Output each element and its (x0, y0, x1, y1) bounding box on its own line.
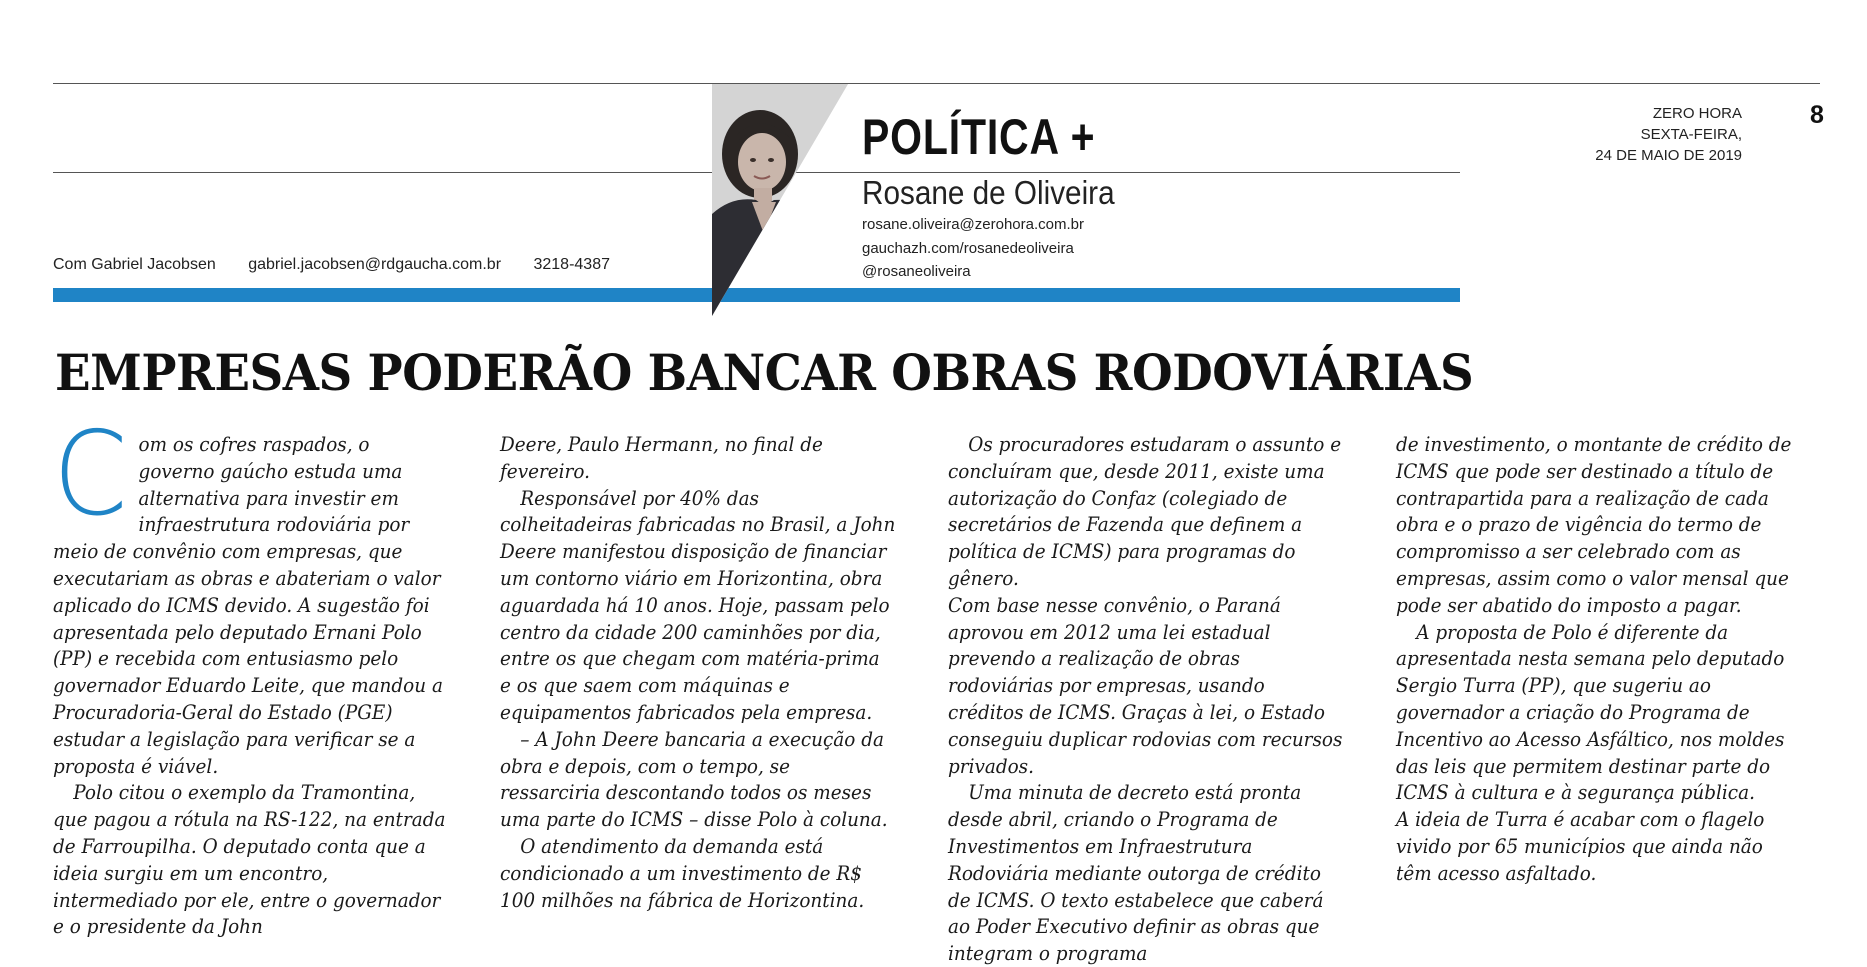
drop-cap: C (53, 407, 128, 542)
article-headline: EMPRESAS PODERÃO BANCAR OBRAS RODOVIÁRIAS (55, 343, 1474, 402)
header-top-rule (53, 83, 1820, 84)
paragraph: – A John Deere bancaria a execução da obra e depois, com o tempo, se ressarciria descontando todos os meses uma parte do ICMS – disse Polo à coluna. (500, 726, 888, 832)
columnist-social-handle[interactable]: @rosaneoliveira (862, 263, 971, 280)
paragraph: Deere, Paulo Hermann, no final de fevereiro. (500, 432, 823, 483)
paragraph: Com base nesse convênio, o Paraná aprovou em 2012 uma lei estadual prevendo a realização de obras rodoviárias por empresas, usando créditos de ICMS. Graças à lei, o Estado conseguiu duplicar rodovias com recursos privados. (948, 592, 1343, 778)
paragraph: de investimento, o montante de crédito de ICMS que pode ser destinado a título de contrapartida para a realização de cada obra e o prazo de vigência do termo de compromisso a ser celebrado com as empresas, assim como o valor mensal que pode ser abatido do imposto a pagar. (1396, 432, 1792, 617)
page-number: 8 (1810, 101, 1824, 129)
paragraph: A proposta de Polo é diferente da apresentada nesta semana pelo deputado Sergio Turra (PP), que sugeriu ao governador a criação do Programa de Incentivo ao Acesso Asfáltico, nos moldes das leis que permitem destinar parte do ICMS à cultura e à segurança pública. (1396, 619, 1785, 805)
paragraph: A ideia de Turra é acabar com o flagelo vivido por 65 municípios que ainda não têm acesso asfaltado. (1396, 807, 1765, 885)
paragraph: Responsável por 40% das colheitadeiras fabricadas no Brasil, a John Deere manifestou disposição de financiar um contorno viário em Horizontina, obra aguardada há 10 anos. Hoje, passam pelo centro da cidade 200 caminhões por dia, entre os que chegam com matéria-prima e os que saem com máquinas e equipamentos fabricados pela empresa. (500, 485, 896, 724)
columnist-email[interactable]: rosane.oliveira@zerohora.com.br (862, 216, 1084, 233)
article-column-3 (948, 431, 1344, 967)
paragraph: Polo citou o exemplo da Tramontina, que pagou a rótula na RS-122, na entrada de Farroupilha. O deputado conta que a ideia surgiu em um encontro, intermediado por ele, entre o governador e o presidente da John (53, 780, 446, 939)
publication-date: 24 DE MAIO DE 2019 (1595, 147, 1742, 164)
article-column-2 (500, 431, 896, 913)
paragraph: Uma minuta de decreto está pronta desde abril, criando o Programa de Investimentos em Infraestrutura Rodoviária mediante outorga de crédito de ICMS. O texto estabelece que caberá ao Poder Executivo definir as obras que integram o programa (948, 780, 1324, 966)
weekday: SEXTA-FEIRA, (1640, 126, 1742, 143)
collaborator-email[interactable]: gabriel.jacobsen@rdgaucha.com.br (248, 256, 502, 273)
article-column-1 (53, 407, 449, 940)
columnist-site[interactable]: gauchazh.com/rosanedeoliveira (862, 240, 1074, 257)
newspaper-name: ZERO HORA (1652, 105, 1742, 122)
collaborator-name: Com Gabriel Jacobsen (53, 256, 216, 273)
collaborator-phone: 3218-4387 (533, 256, 610, 273)
newspaper-dateline (1595, 103, 1742, 166)
section-title: POLÍTICA + (862, 109, 1096, 165)
columnist-name: Rosane de Oliveira (862, 174, 1115, 211)
paragraph: Com os cofres raspados, o governo gaúcho estuda uma alternativa para investir em infraestrutura rodoviária por meio de convênio com empresas, que executariam as obras e abateriam o valor aplicado do ICMS devido. A sugestão foi apresentada pelo deputado Ernani Polo (PP) e recebida com entusiasmo pelo governador Eduardo Leite, que mandou a Procuradoria-Geral do Estado (PGE) estudar a legislação para verificar se a proposta é viável. (53, 407, 443, 778)
paragraph: O atendimento da demanda está condicionado a um investimento de R$ 100 milhões na fábrica de Horizontina. (500, 833, 865, 912)
paragraph: Os procuradores estudaram o assunto e concluíram que, desde 2011, existe uma autorização do Confaz (colegiado de secretários de Fazenda que definem a política de ICMS) para programas do gênero. (948, 432, 1342, 590)
collaborator-credit (53, 256, 638, 274)
columnist-photo (712, 84, 848, 316)
article-column-4 (1396, 431, 1792, 887)
